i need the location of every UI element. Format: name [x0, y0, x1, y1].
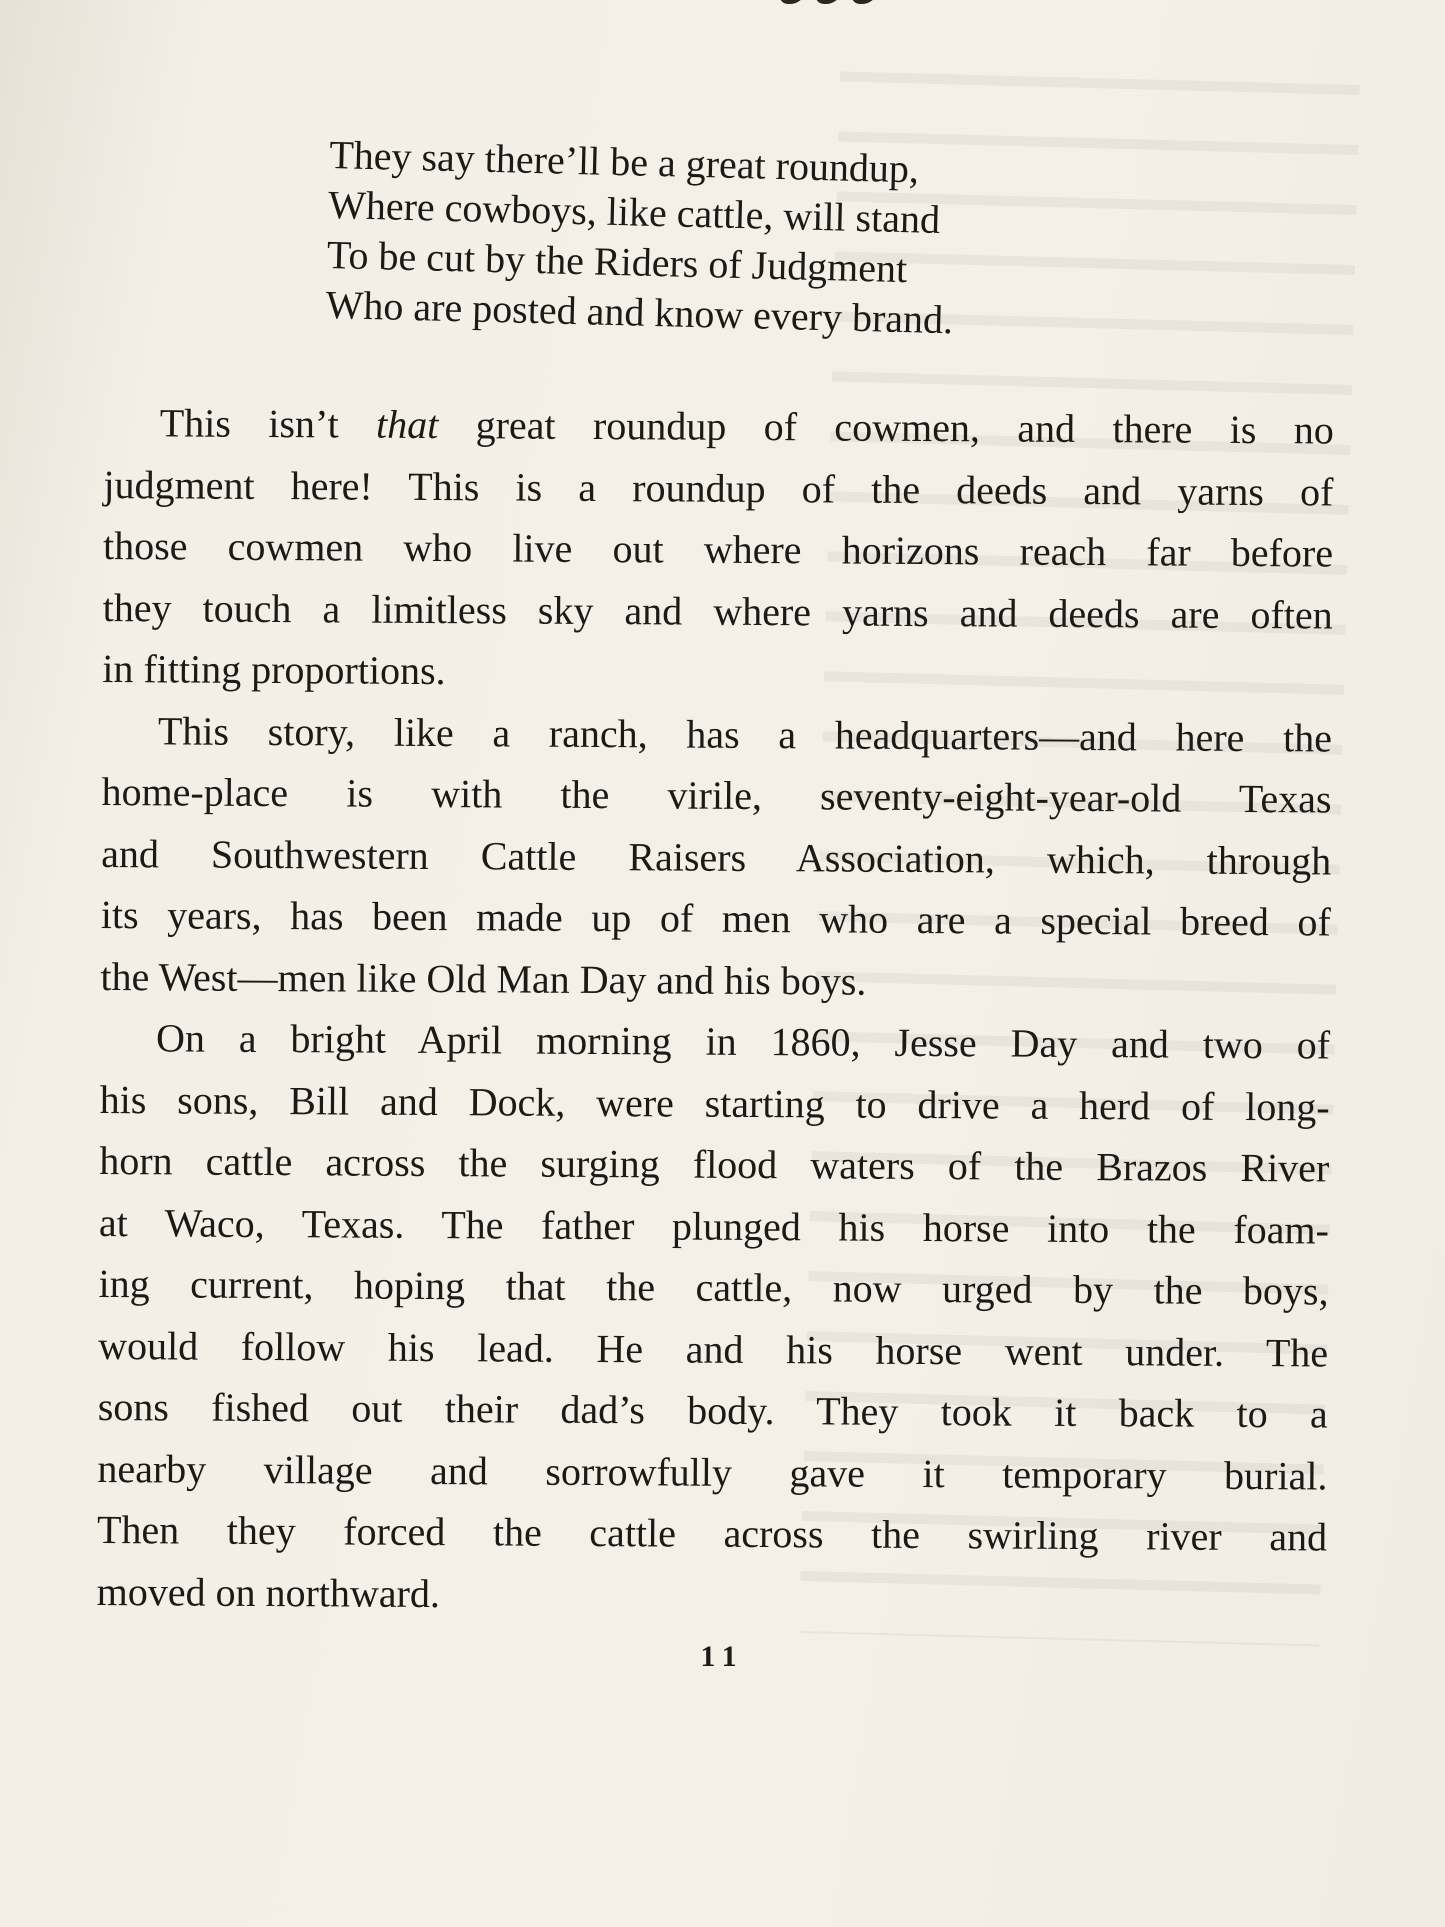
paragraph-3-line: moved on northward.	[96, 1568, 441, 1616]
paragraph-2-line: This story, like a ranch, has a headquarters—and here the	[157, 707, 1333, 761]
paragraph-1-line: those cowmen who live out where horizons reach far before	[102, 522, 1334, 576]
paragraph-3-line: horn cattle across the surging flood waters of the Brazos River	[99, 1137, 1330, 1191]
poem-line: They say there’ll be a great roundup,	[328, 131, 920, 192]
paragraph-2-line: and Southwestern Cattle Raisers Association, which, through	[101, 830, 1332, 884]
text-run: great roundup of cowmen, and there is no	[438, 402, 1334, 453]
paragraph-3-line: at Waco, Texas. The father plunged his horse into the foam-	[98, 1199, 1330, 1252]
paragraph-3-line: Then they forced the cattle across the swirling river and	[96, 1506, 1328, 1560]
paragraph-1-line: in fitting proportions.	[102, 645, 446, 694]
paragraph-3-line: sons fished out their dad’s body. They took it back to a	[97, 1383, 1328, 1437]
poem-line: To be cut by the Riders of Judgment	[326, 231, 908, 292]
cropped-heading-fragment	[780, 0, 940, 4]
paragraph-3-line: nearby village and sorrowfully gave it temporary burial.	[97, 1445, 1328, 1498]
poem-line: Who are posted and know every brand.	[325, 281, 954, 343]
italic-word: that	[375, 401, 439, 448]
paragraph-1-line	[104, 392, 1334, 461]
paragraph-1-line: judgment here! This is a roundup of the deeds and yarns of	[103, 461, 1334, 515]
poem-line: Where cowboys, like cattle, will stand	[327, 181, 941, 242]
paragraph-3-line: On a bright April morning in 1860, Jesse Day and two of	[155, 1015, 1331, 1068]
epigraph-poem	[325, 130, 1110, 349]
paragraph-2-line: home-place is with the virile, seventy-eight-year-old Texas	[101, 768, 1332, 822]
paragraph-2-line: the West—men like Old Man Day and his boys.	[100, 953, 867, 1004]
paragraph-2-line: its years, has been made up of men who are a special breed of	[100, 891, 1331, 945]
paragraph-3-line: would follow his lead. He and his horse went under. The	[98, 1322, 1329, 1375]
body-text	[96, 392, 1333, 1629]
paragraph-3-line: ing current, hoping that the cattle, now urged by the boys,	[98, 1260, 1329, 1314]
page-number: 11	[700, 1640, 745, 1673]
paragraph-3-line: his sons, Bill and Dock, were starting to drive a herd of long-	[99, 1076, 1330, 1129]
paragraph-1-line: they touch a limitless sky and where yarns and deeds are often	[102, 584, 1333, 638]
text-run: This isn’t	[159, 400, 377, 447]
